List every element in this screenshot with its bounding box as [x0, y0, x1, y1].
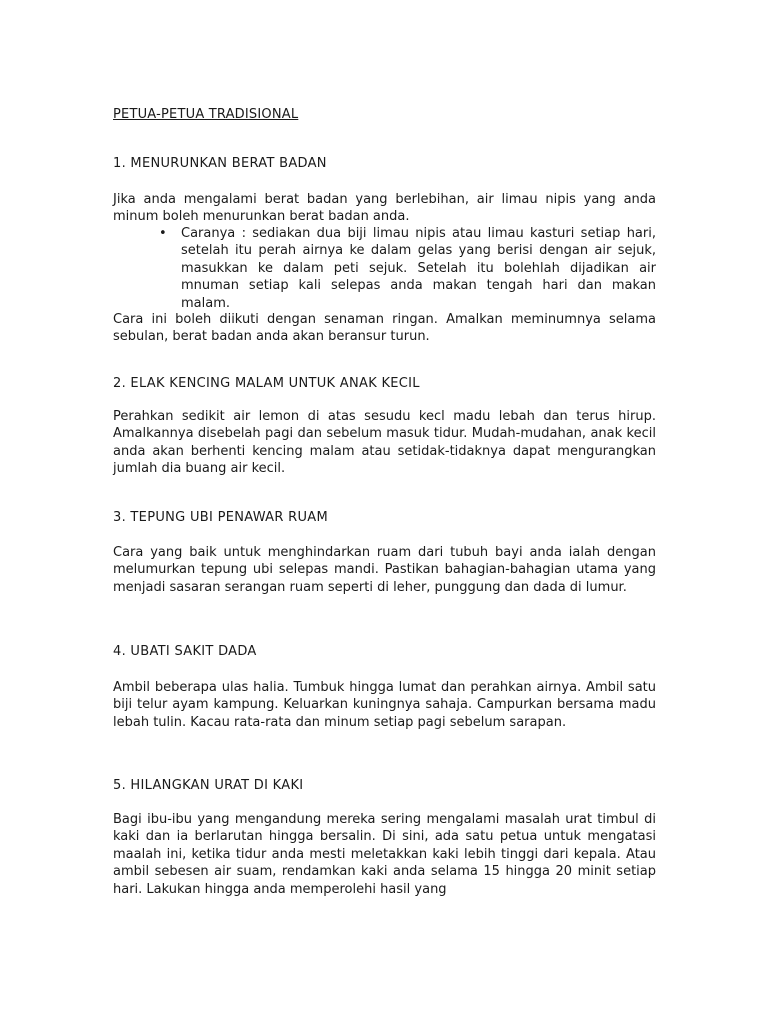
section-heading-2: 2. ELAK KENCING MALAM UNTUK ANAK KECIL: [113, 376, 420, 391]
section-heading-1: 1. MENURUNKAN BERAT BADAN: [113, 156, 327, 171]
section-1-bullet: [157, 225, 656, 312]
section-1-outro: Cara ini boleh diikuti dengan senaman ringan. Amalkan meminumnya selama sebulan, berat badan anda akan beransur turun.: [113, 312, 656, 345]
section-1-bullet-text: Caranya : sediakan dua biji limau nipis atau limau kasturi setiap hari, setelah itu perah airnya ke dalam gelas yang berisi dengan air sejuk, masukkan ke dalam peti sejuk. Setelah itu bolehlah dijadikan air mnuman setiap kali selepas anda makan tengah hari dan makan malam.: [181, 226, 656, 311]
section-3-body: Cara yang baik untuk menghindarkan ruam dari tubuh bayi anda ialah dengan melumurkan tepung ubi selepas mandi. Pastikan bahagian-bahagian utama yang menjadi sasaran serangan ruam seperti di leher, punggung dan dada di lumur.: [113, 545, 656, 595]
bullet-icon: •: [159, 226, 167, 241]
section-heading-3: 3. TEPUNG UBI PENAWAR RUAM: [113, 510, 328, 525]
section-heading-4: 4. UBATI SAKIT DADA: [113, 644, 257, 659]
section-1-intro: Jika anda mengalami berat badan yang berlebihan, air limau nipis yang anda minum boleh menurunkan berat badan anda.: [113, 192, 656, 225]
section-2-body: Perahkan sedikit air lemon di atas sesudu kecl madu lebah dan terus hirup. Amalkannya disebelah pagi dan sebelum masuk tidur. Mudah-mudahan, anak kecil anda akan berhenti kencing malam atau setidak-tidaknya dapat mengurangkan jumlah dia buang air kecil.: [113, 409, 656, 477]
section-5-body: Bagi ibu-ibu yang mengandung mereka sering mengalami masalah urat timbul di kaki dan ia berlarutan hingga bersalin. Di sini, ada satu petua untuk mengatasi maalah ini, ketika tidur anda mesti meletakkan kaki lebih tinggi dari kepala. Atau ambil sebesen air suam, rendamkan kaki anda selama 15 hingga 20 minit setiap hari. Lakukan hingga anda memperolehi hasil yang: [113, 812, 656, 897]
section-4-body: Ambil beberapa ulas halia. Tumbuk hingga lumat dan perahkan airnya. Ambil satu biji telur ayam kampung. Keluarkan kuningnya sahaja. Campurkan bersama madu lebah tulin. Kacau rata-rata dan minum setiap pagi sebelum sarapan.: [113, 680, 656, 730]
document-title: PETUA-PETUA TRADISIONAL: [113, 107, 299, 122]
section-heading-5: 5. HILANGKAN URAT DI KAKI: [113, 778, 304, 793]
